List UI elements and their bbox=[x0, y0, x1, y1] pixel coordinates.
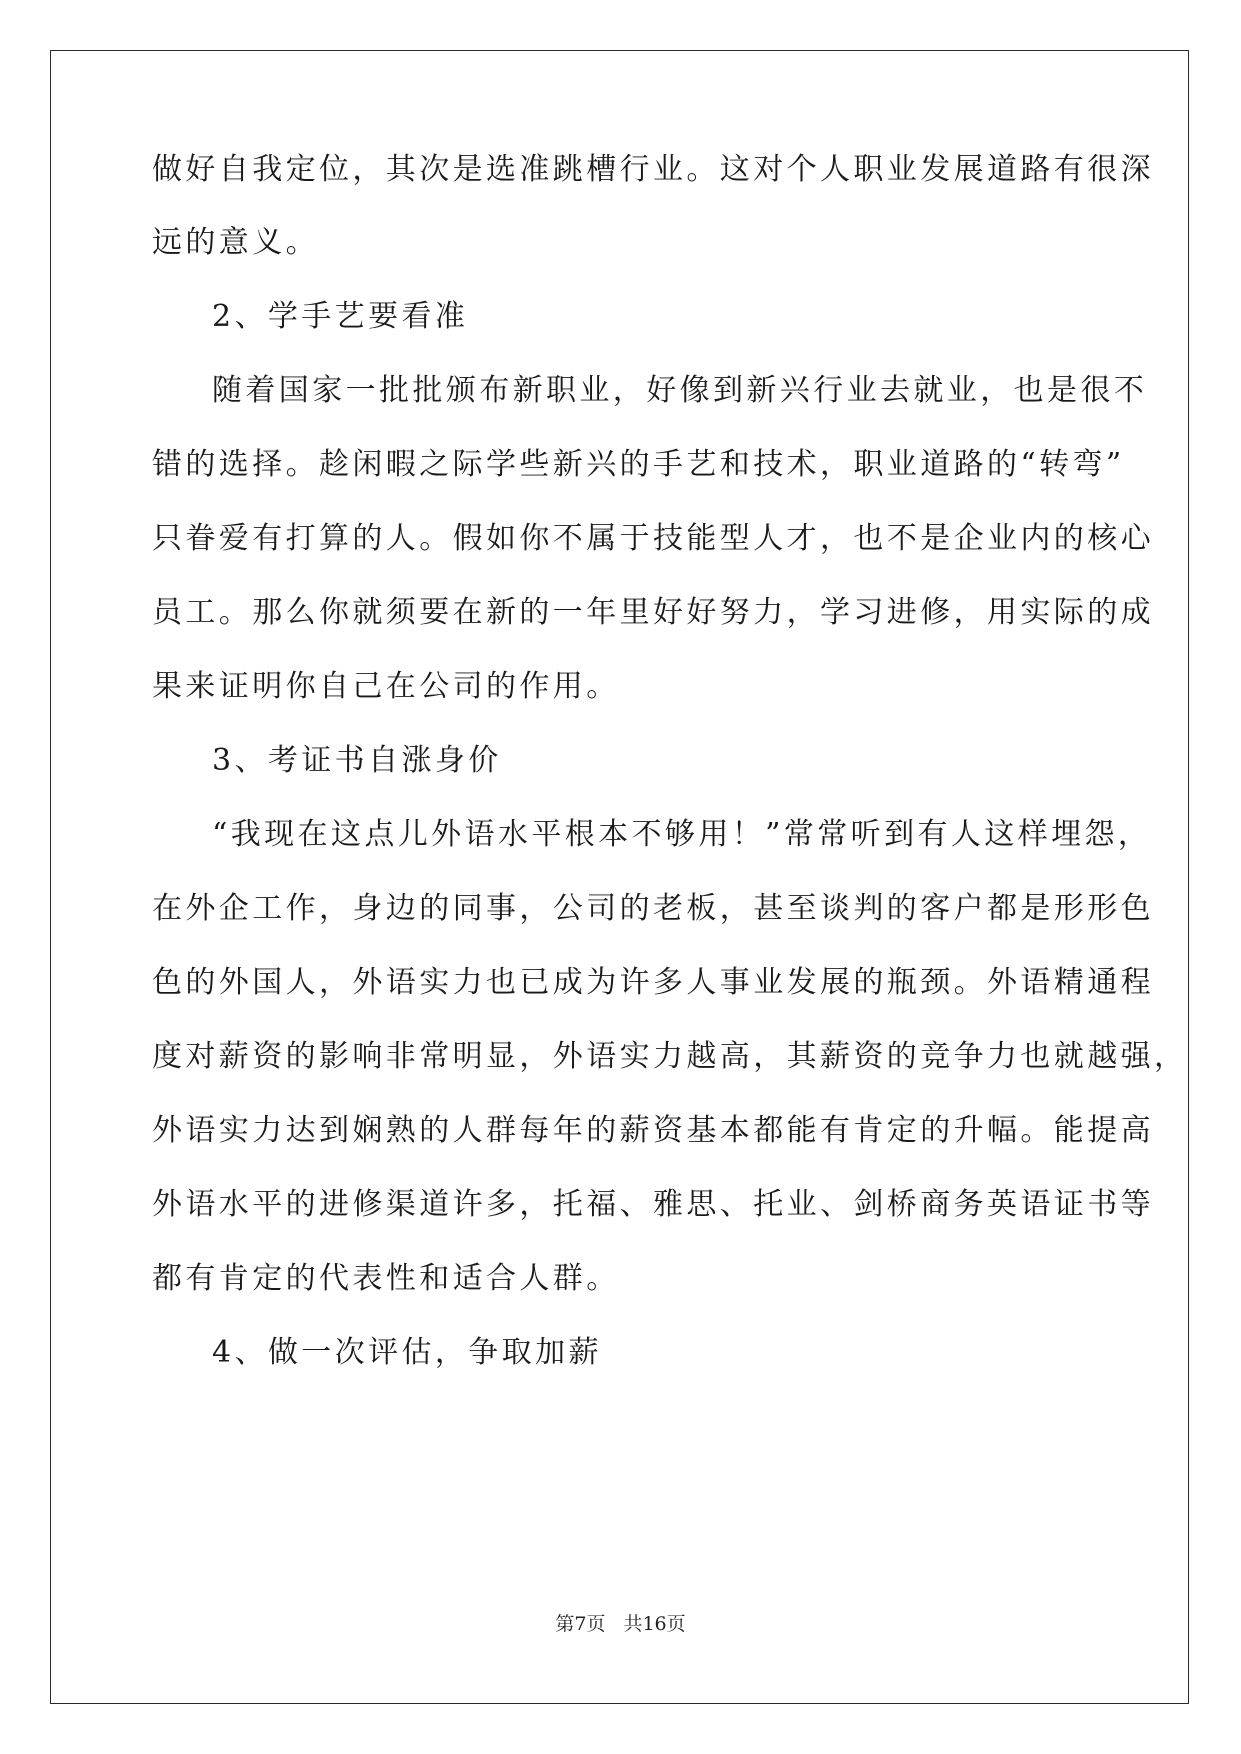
paragraph-line: “我现在这点儿外语水平根本不够用！”常常听到有人这样埋怨， bbox=[212, 817, 1152, 852]
paragraph-line: 只眷爱有打算的人。假如你不属于技能型人才，也不是企业内的核心 bbox=[152, 521, 1154, 556]
page-number-current: 第7页 bbox=[555, 1613, 606, 1635]
section-heading: 2、学手艺要看准 bbox=[212, 299, 469, 334]
paragraph-line: 外语水平的进修渠道许多，托福、雅思、托业、剑桥商务英语证书等 bbox=[152, 1187, 1154, 1222]
paragraph-line: 外语实力达到娴熟的人群每年的薪资基本都能有肯定的升幅。能提高 bbox=[152, 1113, 1154, 1148]
page-footer bbox=[0, 1612, 1241, 1636]
paragraph-line: 果来证明你自己在公司的作用。 bbox=[152, 669, 620, 704]
paragraph-line: 做好自我定位，其次是选准跳槽行业。这对个人职业发展道路有很深 bbox=[152, 152, 1154, 187]
paragraph-line: 都有肯定的代表性和适合人群。 bbox=[152, 1261, 620, 1296]
section-heading: 3、考证书自涨身价 bbox=[212, 743, 502, 778]
section-heading: 4、做一次评估，争取加薪 bbox=[212, 1335, 602, 1370]
paragraph-line: 远的意义。 bbox=[152, 225, 319, 260]
paragraph-line: 错的选择。趁闲暇之际学些新兴的手艺和技术，职业道路的“转弯” bbox=[152, 447, 1125, 482]
paragraph-line: 员工。那么你就须要在新的一年里好好努力，学习进修，用实际的成 bbox=[152, 595, 1154, 630]
paragraph-line: 度对薪资的影响非常明显，外语实力越高，其薪资的竞争力也就越强， bbox=[152, 1039, 1188, 1074]
page-number-total: 共16页 bbox=[623, 1613, 686, 1635]
paragraph-line: 色的外国人，外语实力也已成为许多人事业发展的瓶颈。外语精通程 bbox=[152, 965, 1154, 1000]
paragraph-line: 随着国家一批批颁布新职业，好像到新兴行业去就业，也是很不 bbox=[212, 373, 1148, 408]
paragraph-line: 在外企工作，身边的同事，公司的老板，甚至谈判的客户都是形形色 bbox=[152, 891, 1154, 926]
